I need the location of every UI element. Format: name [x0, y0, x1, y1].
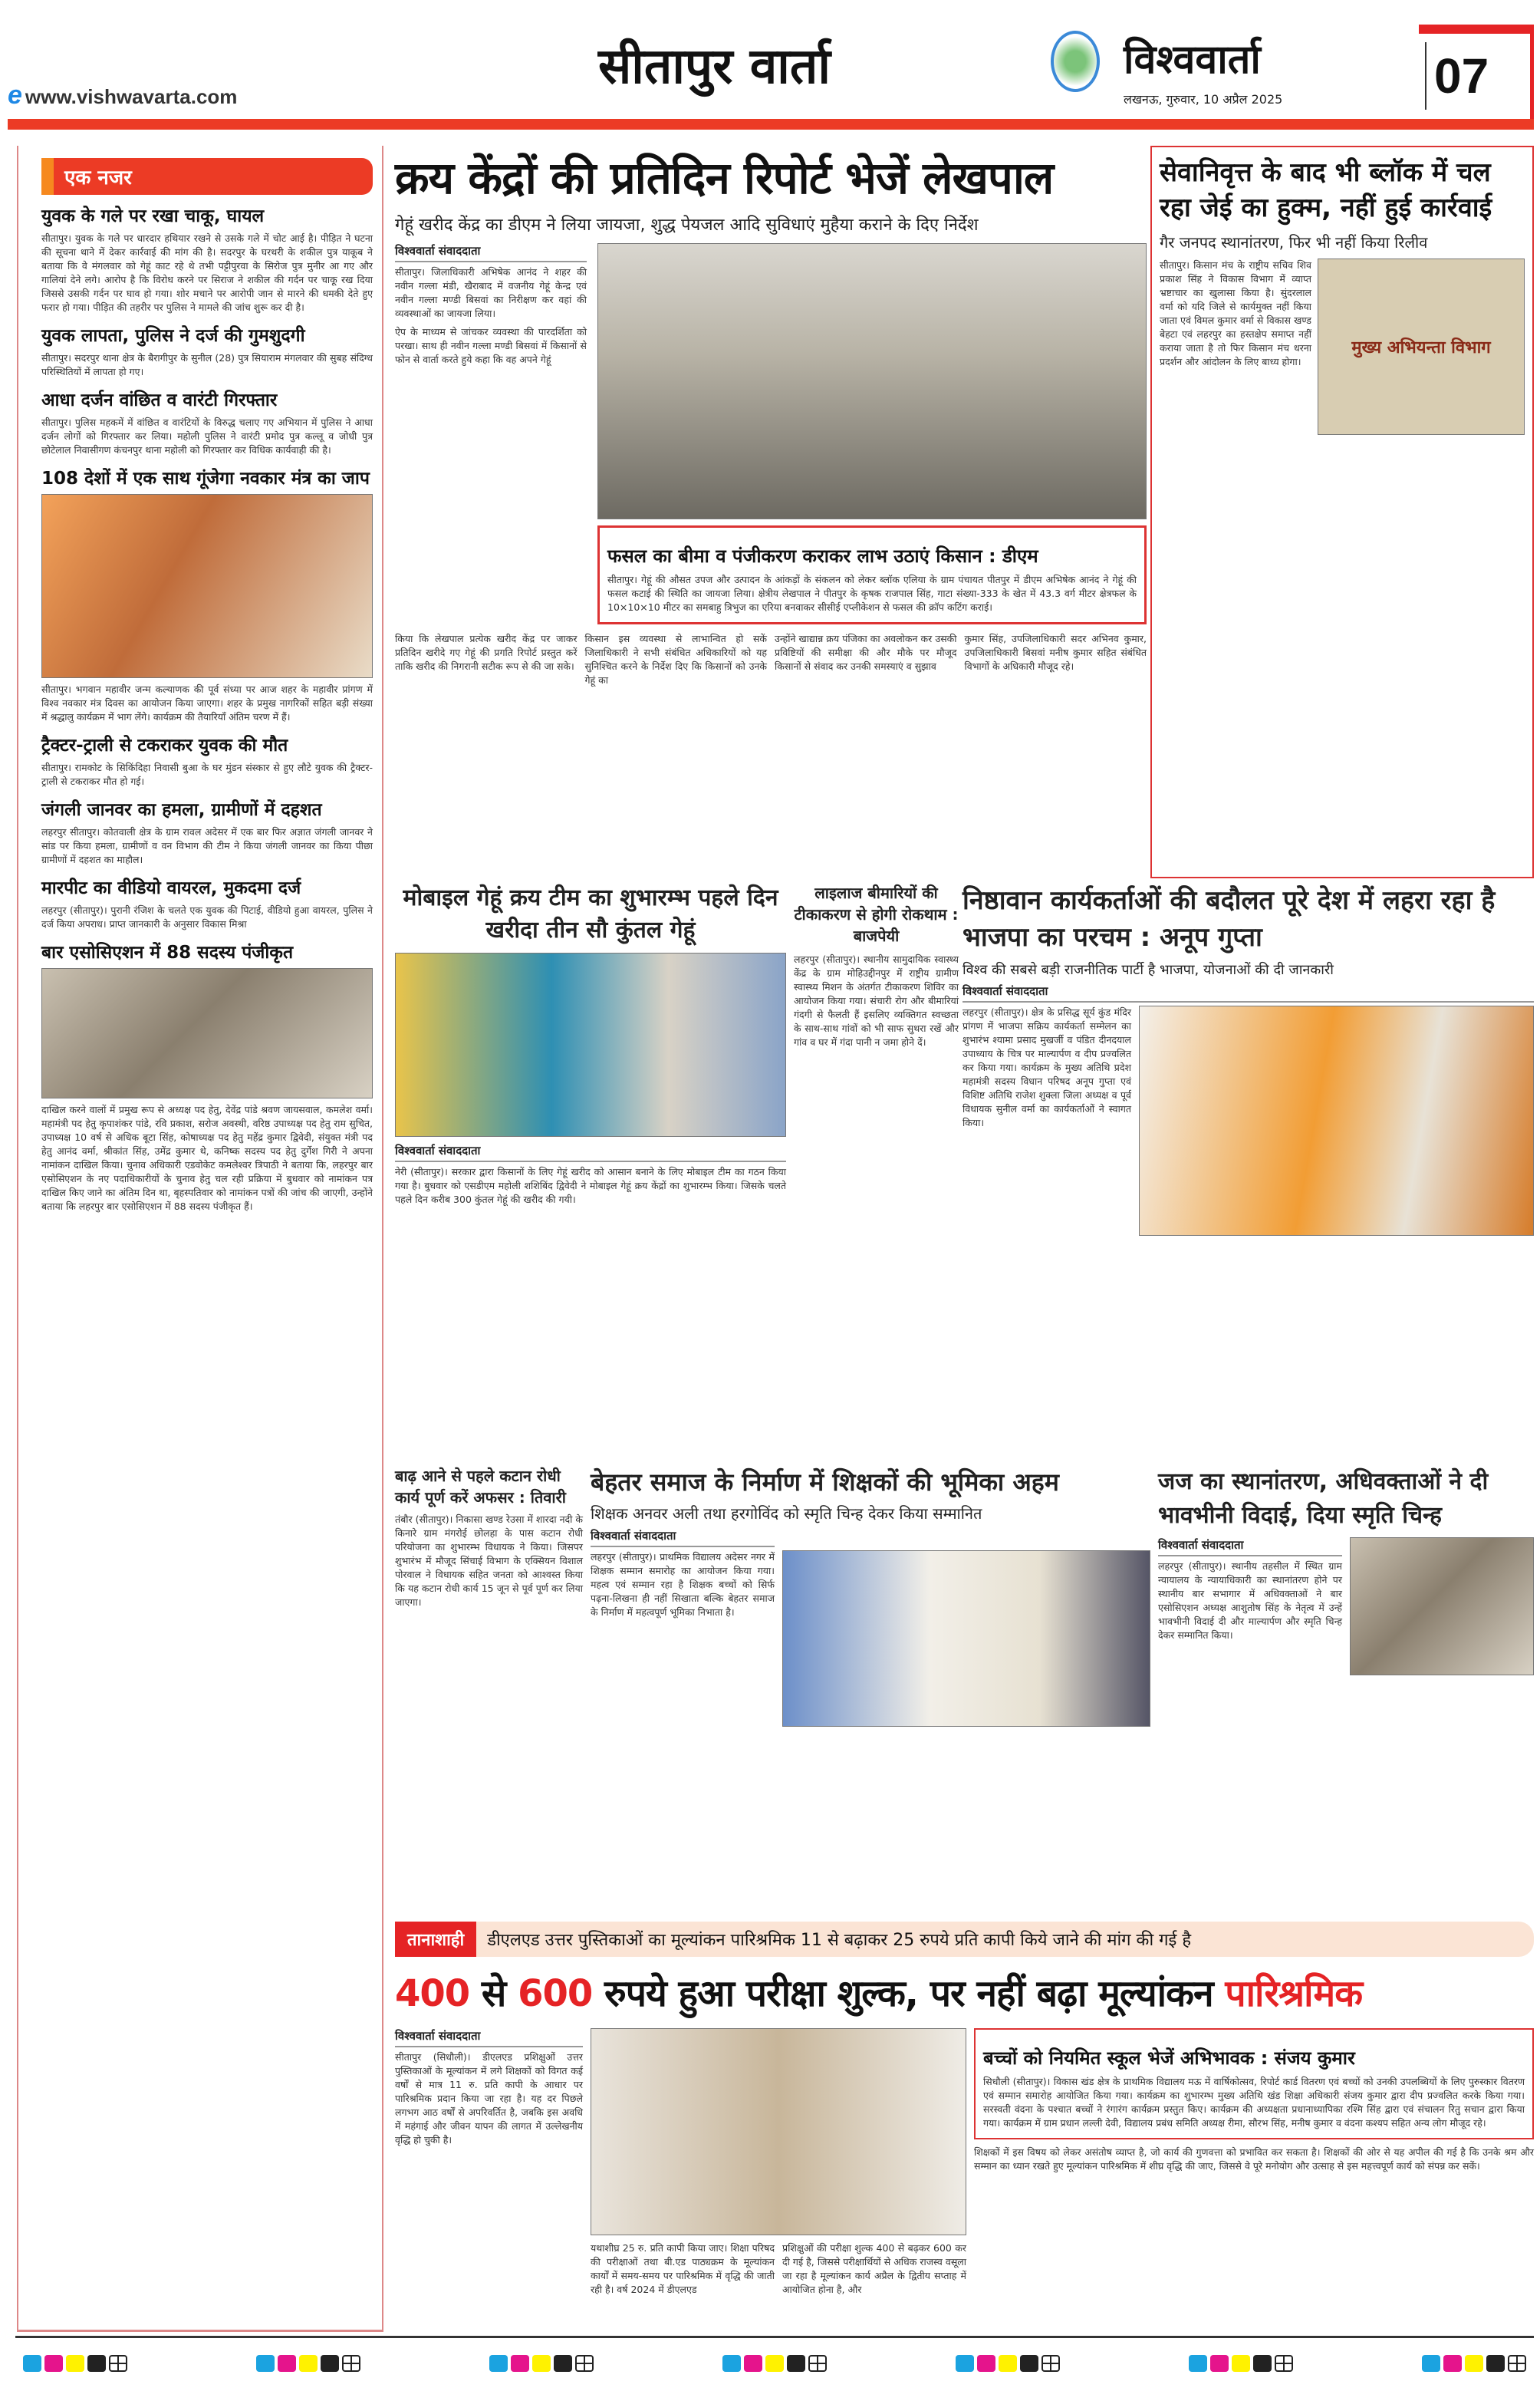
color-swatch — [1210, 2355, 1229, 2372]
body-text: सीतापुर। किसान मंच के राष्ट्रीय सचिव शिव प्रकाश सिंह ने विकास विभाग में व्याप्त भ्रष्टाचार का खुलासा किया है। सुंदरलाल वर्मा को यदि जिले से कार्यमुक्त नहीं किया जाता एवं विमल कुमार वर्मा से विकास खण्ड बेहटा एवं लहरपुर का हस्तक्षेप समाप्त नहीं कराया जाता है तो फिर किसान मंच धरना प्रदर्शन और आंदोलन के लिए बाध्य होगा। — [1160, 259, 1311, 367]
body-text: कुमार सिंह, उपजिलाधिकारी सदर अभिनव कुमार, उपजिलाधिकारी बिसवां मनीष कुमार सहित संबंधित विभागों के अधिकारी मौजूद रहे। — [964, 633, 1147, 672]
lead-headline: क्रय केंद्रों की प्रतिदिन रिपोर्ट भेजें लेखपाल — [395, 152, 1054, 204]
body-text: लहरपुर (सीतापुर)। पुरानी रंजिश के चलते एक युवक की पिटाई, वीडियो हुआ वायरल, पुलिस ने दर्ज किया अपराध। प्राप्त जानकारी के अनुसार विकास मिश्रा — [41, 904, 373, 930]
body-text: तंबौर (सीतापुर)। निकासा खण्ड रेउसा में शारदा नदी के किनारे ग्राम मंगरोई छोलहा के पास कटान रोधी परियोजना का शुभारम्भ विधायक ने किया। जिसपर शुभारंभ में मौजूद सिंचाई विभाग के एक्सियन विशाल पोरवाल ने विधायक सहित जनता को आश्वस्त किया कि यह कटान रोधी कार्य 15 जून से पूर्व पूर्ण कर लिया जाएगा। — [395, 1513, 583, 1608]
subhead: विश्व की सबसे बड़ी राजनीतिक पार्टी है भाजपा, योजनाओं की दी जानकारी — [962, 962, 1334, 978]
headline: बार एसोसिएशन में 88 सदस्य पंजीकृत — [41, 943, 294, 963]
crosshair-icon — [1275, 2355, 1293, 2372]
color-swatch — [1465, 2355, 1483, 2372]
body-text: प्रशिक्षुओं की परीक्षा शुल्क 400 से बढ़कर 600 कर दी गई है, जिससे परीक्षार्थियों से अधिक राजस्व वसूला जा रहा है मूल्यांकन कार्य अप्रैल के द्वितीय सप्ताह में आयोजित होना है, और — [782, 2242, 966, 2295]
photo-bjp-felicitation — [1139, 1006, 1534, 1236]
dateline: लखनऊ, गुरुवार, 10 अप्रैल 2025 — [1124, 92, 1283, 107]
body-text: किसान इस व्यवस्था से लाभान्वित हो सकें जिलाधिकारी ने सभी संबंधित अधिकारियों को यह सुनिश्चित करने के निर्देश दिए कि किसानों को उनके गेहूं का — [584, 633, 767, 686]
color-swatch — [511, 2355, 529, 2372]
color-swatch — [787, 2355, 805, 2372]
body-text: ऐप के माध्यम से जांचकर व्यवस्था की पारदर्शिता को परखा। साथ ही नवीन गल्ला मण्डी बिसवां में किसानों से फोन से वार्ता करते हुये कहा कि वह अपने गेहूं — [395, 326, 587, 365]
lead-subhead: गेहूं खरीद केंद्र का डीएम ने लिया जायजा, शुद्ध पेयजल आदि सुविधाएं मुहैया कराने के दिए निर्देश — [395, 216, 979, 235]
body-text: सीतापुर। युवक के गले पर धारदार हथियार रखने से उसके गले में चोट आई है। पीड़ित ने घटना की सूचना थाने में देकर कार्रवाई की मांग की है। सदरपुर के घरथरी के शकील पुत्र याकूब ने बताया कि वे मंगलवार को गेहूं काट रहे थे तभी पट्टीपुरवा के सिरोज पुत्र मुनीर आ गए और गालियां देने लगे। आरोप है कि विरोध करने पर सिराज ने शकील की गर्दन पर चाकू रख दिया जिससे उसकी गर्दन पर घाव हो गया। शोर मचाने पर आरोपी जान से मारने की धमकी देते हुए फरार हो गया। पीड़ित की तहरीर पर पुलिस ने मामले की जांच शुरू कर दी है। — [41, 232, 373, 313]
body-text: लहरपुर (सीतापुर)। प्राथमिक विद्यालय अदेसर नगर में शिक्षक सम्मान समारोह का आयोजन किया गया। महत्व एवं सम्मान रहा है शिक्षक बच्चों को सिर्फ पढ़ना-लिखना ही नहीं सिखाता बल्कि बेहतर समाज के निर्माण में महत्वपूर्ण भूमिका निभाता है। — [591, 1551, 775, 1618]
brief-3 — [41, 387, 373, 457]
color-swatch — [977, 2355, 995, 2372]
headline: निष्ठावान कार्यकर्ताओं की बदौलत पूरे देश में लहरा रहा है भाजपा का परचम : अनूप गुप्ता — [962, 885, 1496, 953]
photo-board-text: मुख्य अभियन्ता विभाग — [1351, 338, 1491, 357]
color-swatch — [1232, 2355, 1250, 2372]
color-swatch — [1443, 2355, 1462, 2372]
color-swatch — [1020, 2355, 1038, 2372]
body-text: सीतापुर। जिलाधिकारी अभिषेक आनंद ने शहर की नवीन गल्ला मंडी, खैराबाद में वजनीय गेहूं केन्द्र एवं नवीन गल्ला मण्डी बिसवां का निरीक्षण कर वहां की व्यवस्थाओं का जायजा लिया। — [395, 266, 587, 319]
color-swatch — [44, 2355, 63, 2372]
brand-name: विश्ववार्ता — [1124, 37, 1261, 83]
color-registration-strip — [722, 2355, 827, 2372]
subhead: शिक्षक अनवर अली तथा हरगोविंद को स्मृति चिन्ह देकर किया सम्मानित — [591, 1504, 982, 1523]
headline-part: 400 — [395, 1972, 470, 2015]
right-top-story — [1150, 146, 1534, 878]
color-swatch — [489, 2355, 508, 2372]
body-text: उन्होंने खाद्यान्न क्रय पंजिका का अवलोकन कर उसकी प्रविष्टियों की समीक्षा की और मौके पर मौजूद किसानों से संवाद कर उनकी समस्याएं व सुझाव — [775, 633, 957, 672]
footer-rule — [15, 2336, 1534, 2338]
body-text: सीतापुर। भगवान महावीर जन्म कल्याणक की पूर्व संध्या पर आज शहर के महावीर प्रांगण में विश्व नवकार मंत्र दिवस का आयोजन किया जाएगा। शहर के प्रमुख नागरिकों सहित बड़ी संख्या में श्रद्धालु कार्यक्रम में भाग लेंगे। कार्यक्रम की तैयारियाँ अंतिम चरण में हैं। — [41, 683, 373, 723]
headline: आधा दर्जन वांछित व वारंटी गिरफ्तार — [41, 390, 278, 410]
color-swatch — [1189, 2355, 1207, 2372]
page-number: 07 — [1434, 48, 1489, 104]
bottom-story — [395, 1922, 1534, 2297]
brief-4 — [41, 465, 373, 724]
site-url-text: www.vishwavarta.com — [25, 85, 238, 108]
brief-7 — [41, 874, 373, 931]
inset-body: सीतापुर। गेहूं की औसत उपज और उत्पादन के आंकड़ों के संकलन को लेकर ब्लॉक एलिया के ग्राम पंचायत पीतपुर में डीएम अभिषेक आनंद ने गेहूं की फसल कटाई की स्थिति का जायजा लिया। क्षेत्रीय लेखपाल ने पीतपुर के कृषक राजपाल सिंह, गाटा संख्या-333 के खेत में 43.3 वर्ग मीटर क्षेत्रफल के 10×10×10 मीटर का समबाहु त्रिभुज का एरिया बनवाकर सीसीई एप्लीकेशन से फसल की क्रॉप कटिंग कराई। — [607, 574, 1137, 613]
story-flood — [395, 1465, 583, 1609]
color-swatch — [87, 2355, 106, 2372]
site-url-link[interactable] — [8, 81, 237, 110]
bottom-headline — [395, 1968, 1534, 2017]
color-swatch — [722, 2355, 741, 2372]
crosshair-icon — [1041, 2355, 1060, 2372]
headline: बेहतर समाज के निर्माण में शिक्षकों की भूमिका अहम — [591, 1467, 1059, 1497]
byline: विश्ववार्ता संवाददाता — [395, 243, 587, 262]
crosshair-icon — [1508, 2355, 1526, 2372]
headline-part: से — [469, 1972, 518, 2015]
headline: जंगली जानवर का हमला, ग्रामीणों में दहशत — [41, 800, 322, 820]
header-rule — [8, 119, 1534, 130]
body-text: सीतापुर (सिधौली)। डीएलएड प्रशिक्षुओं उत्तर पुस्तिकाओं के मूल्यांकन में लगे शिक्षकों को विगत कई वर्षों से मात्र 11 रु. प्रति कापी के आधार पर पारिश्रमिक प्रदान किया जा रहा है। यह दर पिछले लगभग आठ वर्षों से अपरिवर्तित है, जबकि इस अवधि में महंगाई और जीवन यापन की लागत में उल्लेखनीय वृद्धि हो चुकी है। — [395, 2051, 583, 2146]
page-number-divider — [1425, 42, 1426, 110]
color-registration-strip — [256, 2355, 360, 2372]
strap-row — [395, 1922, 1534, 1957]
photo-judge-farewell — [1350, 1537, 1534, 1675]
byline: विश्ववार्ता संवाददाता — [395, 1143, 786, 1162]
tag-label: तानाशाही — [395, 1922, 476, 1957]
crosshair-icon — [575, 2355, 594, 2372]
brief-1 — [41, 203, 373, 315]
color-swatch — [744, 2355, 762, 2372]
headline-part: पारिश्रमिक — [1225, 1972, 1363, 2015]
headline: 108 देशों में एक साथ गूंजेगा नवकार मंत्र का जाप — [41, 469, 370, 489]
headline: बाढ़ आने से पहले कटान रोधी कार्य पूर्ण करें अफसर : तिवारी — [395, 1467, 566, 1507]
color-registration-strip — [23, 2355, 127, 2372]
color-swatch — [321, 2355, 339, 2372]
lead-story — [395, 146, 1147, 687]
crosshair-icon — [342, 2355, 360, 2372]
headline: ट्रैक्टर-ट्राली से टकराकर युवक की मौत — [41, 736, 288, 756]
body-text: दाखिल करने वालों में प्रमुख रूप से अध्यक्ष पद हेतु, देवेंद्र पांडे श्रवण जायसवाल, कमलेश वर्मा। महामंत्री पद हेतु कृपाशंकर पांडे, रवि प्रकाश, सरोज अवस्थी, वरिष्ठ उपाध्यक्ष पद हेतु राम सुचित, उपाध्यक्ष 10 वर्ष से अधिक बूटा सिंह, कोषाध्यक्ष पद हेतु महेंद्र कुमार द्विवेदी, संयुक्त मंत्री पद हेतु आनंद वर्मा, श्रीकांत सिंह, उमेंद्र कुमार थे, कनिष्क सदस्य पद हेतु दुर्गेश गिरी ने अपना नामांकन दाखिल किया। चुनाव अधिकारी एडवोकेट कमलेश्वर त्रिपाठी ने बताया कि, लहरपुर बार एसोसिएशन के नए पदाधिकारीयों के चुनाव हेतु चल रही प्रक्रिया में बुधवार को नामांकन पत्र दाखिल किए जाने का अंतिम दिन था, बृहस्पतिवार को नामांकन पत्रों की जांच की जाएगी, उन्होंने बताया कि लहरपुर बार एसोसिएशन में 88 सदस्य पंजीकृत हैं। — [41, 1104, 373, 1212]
photo-teacher-honour — [782, 1550, 1150, 1727]
color-swatch — [554, 2355, 572, 2372]
headline: युवक लापता, पुलिस ने दर्ज की गुमशुदगी — [41, 326, 305, 346]
headline: मोबाइल गेहूं क्रय टीम का शुभारम्भ पहले दिन खरीदा तीन सौ कुंतल गेहूं — [403, 884, 778, 944]
photo-memorandum — [591, 2028, 966, 2235]
headline: युवक के गले पर रखा चाकू, घायल — [41, 206, 265, 226]
story-teachers — [591, 1465, 1150, 1727]
headline: लाइलाज बीमारियों की टीकाकरण से होगी रोकथाम : बाजपेयी — [794, 884, 959, 945]
color-registration-strip — [1422, 2355, 1526, 2372]
headline: सेवानिवृत्त के बाद भी ब्लॉक में चल रहा जेई का हुक्म, नहीं हुई कार्रवाई — [1160, 157, 1492, 223]
color-registration-strip — [489, 2355, 594, 2372]
headline: मारपीट का वीडियो वायरल, मुकदमा दर्ज — [41, 878, 301, 898]
color-swatch — [1422, 2355, 1440, 2372]
inset-headline: फसल का बीमा व पंजीकरण कराकर लाभ उठाएं किसान : डीएम — [607, 545, 1038, 567]
byline: विश्ववार्ता संवाददाता — [395, 2028, 583, 2047]
subhead: गैर जनपद स्थानांतरण, फिर भी नहीं किया रिलीव — [1160, 233, 1428, 252]
color-swatch — [299, 2355, 318, 2372]
story-bjp — [962, 882, 1534, 1236]
brand-logo-icon — [1051, 31, 1100, 92]
photo-bar-association — [41, 968, 373, 1098]
byline: विश्ववार्ता संवाददाता — [1158, 1537, 1342, 1556]
left-column — [17, 146, 383, 2332]
school-headline: बच्चों को नियमित स्कूल भेजें अभिभावक : संजय कुमार — [983, 2047, 1355, 2069]
color-swatch — [1486, 2355, 1505, 2372]
body-text: सीतापुर। पुलिस महकमें में वांछित व वारंटियों के विरुद्ध चलाए गए अभियान में पुलिस ने आधा दर्जन लोगों को गिरफ्तार कर लिया। महोली पुलिस ने वारंटी प्रमोद पुत्र कल्लू व जोधी पुत्र छोटेलाल निवासीगण कंचनपुर थाना महोली को गिरफ्तार कर विधिक कार्यवाही की है। — [41, 417, 373, 456]
body-text: नेरी (सीतापुर)। सरकार द्वारा किसानों के लिए गेहूं खरीद को आसान बनाने के लिए मोबाइल टीम का गठन किया गया है। बुधवार को एसडीएम महोली शशिबिंद द्विवेदी ने मोबाइल गेहूं क्रय केंद्रों का शुभारम्भ किया। जिसके चलते पहले दिन करीब 300 कुंतल गेहूं की खरीद की गयी। — [395, 1166, 786, 1205]
story-mobile-wheat — [395, 882, 786, 1207]
brief-5 — [41, 732, 373, 789]
photo-dm-inspection — [597, 243, 1147, 519]
body-text: लहरपुर सीतापुर। कोतवाली क्षेत्र के ग्राम रावल अदेसर में एक बार फिर अज्ञात जंगली जानवर ने सांड पर किया हमला, ग्रामीणों व वन विभाग की टीम ने किया जंगली जानवर का किया पीछा ग्रामीणों में दहशत का माहौल। — [41, 826, 373, 865]
body-text: सीतापुर। सदरपुर थाना क्षेत्र के बैरागीपुर के सुनील (28) पुत्र सियाराम मंगलवार की सुबह संदिग्ध परिस्थितियों में लापता हो गए। — [41, 352, 373, 377]
brief-8 — [41, 939, 373, 1214]
byline: विश्ववार्ता संवाददाता — [591, 1528, 775, 1547]
lead-body-columns — [395, 632, 1147, 687]
headline: जज का स्थानांतरण, अधिवक्ताओं ने दी भावभीनी विदाई, दिया स्मृति चिन्ह — [1158, 1468, 1489, 1529]
body-text: लहरपुर (सीतापुर)। क्षेत्र के प्रसिद्ध सूर्य कुंड मंदिर प्रांगण में भाजपा सक्रिय कार्यकर्ता सम्मेलन का शुभारंभ श्यामा प्रसाद मुखर्जी व पंडित दीनदयाल उपाध्याय के चित्र पर माल्यार्पण व दीप प्रज्वलित कर किया गया। कार्यक्रम के मुख्य अतिथि प्रदेश महामंत्री सदस्य विधान परिषद अनूप गुप्ता एवं विशिष्ट अतिथि राजेश शुक्ला जिला अध्यक्ष व पूर्व विधायक सुनील वर्मा का कार्यकर्ताओं ने स्वागत किया। — [962, 1006, 1131, 1128]
color-swatch — [532, 2355, 551, 2372]
color-swatch — [956, 2355, 974, 2372]
browser-e-icon: e — [8, 81, 22, 110]
section-title: सीतापुर वार्ता — [598, 38, 831, 95]
registration-marks — [23, 2355, 1526, 2372]
body-text: किया कि लेखपाल प्रत्येक खरीद केंद्र पर जाकर प्रतिदिन खरीदे गए गेहूं की प्रगति रिपोर्ट प्रस्तुत करें ताकि खरीद की निगरानी सटीक रूप से की जा सके। — [395, 633, 578, 672]
body-text: लहरपुर (सीतापुर)। स्थानीय सामुदायिक स्वास्थ्य केंद्र के ग्राम मोहिउद्दीनपुर में राष्ट्रीय ग्रामीण स्वास्थ्य मिशन के अंतर्गत टीकाकरण शिविर का आयोजन किया गया। संचारी रोग और बीमारियां गंदगी से फैलती हैं इसलिए व्यक्तिगत स्वच्छता के साथ-साथ गांवों को भी साफ सुथरा रखें और गांव व घर में गंदा पानी न जमा होने दें। — [794, 953, 959, 1048]
photo-wheat-team — [395, 953, 786, 1137]
crosshair-icon — [109, 2355, 127, 2372]
school-body: सिधौली (सीतापुर)। विकास खंड क्षेत्र के प्राथमिक विद्यालय मऊ में वार्षिकोत्सव, रिपोर्ट कार्ड वितरण एवं बच्चों को उनकी उपलब्धियों के लिए पुरुस्कार वितरण एवं सम्मान समारोह आयोजित किया गया। कार्यक्रम का शुभारम्भ मुख्य अतिथि खंड शिक्षा अधिकारी संजय कुमार द्वारा दीप प्रज्वलित करके किया गया। सरस्वती वंदना के पश्चात बच्चों ने रंगारंग कार्यक्रम प्रस्तुत किए। कार्यक्रम की अध्यक्षता प्रधानाध्यापिका रश्मि सिंह द्वारा एवं संचालन रितु सचान द्वारा किया गया। कार्यक्रम में ग्राम प्रधान लल्ली देवी, विद्यालय प्रबंध समिति अध्यक्ष रीमा, सौरभ सिंह, मनीष कुमार व वंदना कश्यप सहित अन्य लोग मौजूद रहे। — [983, 2076, 1525, 2129]
body-text: लहरपुर (सीतापुर)। स्थानीय तहसील में स्थित ग्राम न्यायालय के न्यायाधिकारी का स्थानांतरण होने पर स्थानीय बार सभागार में अधिवक्ताओं ने बार एसोसिएशन अध्यक्ष आशुतोष सिंह के नेतृत्व में उन्हें भावभीनी विदाई दी और माल्यार्पण और स्मृति चिन्ह देकर सम्मानित किया। — [1158, 1560, 1342, 1641]
color-registration-strip — [1189, 2355, 1293, 2372]
photo-office-board — [1318, 259, 1525, 435]
color-swatch — [23, 2355, 41, 2372]
headline-part: 600 — [518, 1972, 593, 2015]
color-swatch — [278, 2355, 296, 2372]
strap-text: डीएलएड उत्तर पुस्तिकाओं का मूल्यांकन पारिश्रमिक 11 से बढ़ाकर 25 रुपये प्रति कापी किये जाने की मांग की गई है — [476, 1922, 1534, 1957]
body-text: शिक्षकों में इस विषय को लेकर असंतोष व्याप्त है, जो कार्य की गुणवत्ता को प्रभावित कर सकता है। शिक्षकों की ओर से यह अपील की गई है कि उनके श्रम और सम्मान का ध्यान रखते हुए मूल्यांकन पारिश्रमिक में शीघ्र वृद्धि की जाए, जिससे वे पूरे मनोयोग और उत्साह से इस महत्त्वपूर्ण कार्य को संपन्न कर सकें। — [974, 2146, 1534, 2172]
color-swatch — [765, 2355, 784, 2372]
photo-navkar-event — [41, 494, 373, 678]
color-registration-strip — [956, 2355, 1060, 2372]
byline: विश्ववार्ता संवाददाता — [962, 983, 1534, 1003]
school-box — [974, 2028, 1534, 2139]
crosshair-icon — [808, 2355, 827, 2372]
brief-2 — [41, 322, 373, 379]
color-swatch — [66, 2355, 84, 2372]
story-vaccination — [794, 882, 959, 1049]
body-text: सीतापुर। रामकोट के सिकिंदिहा निवासी बुआ के घर मुंडन संस्कार से हुए लौटे युवक की ट्रैक्टर-ट्राली से टकराकर मौत हो गई। — [41, 762, 373, 787]
color-swatch — [1253, 2355, 1272, 2372]
body-text: यथाशीघ्र 25 रु. प्रति कापी किया जाए। शिक्षा परिषद की परीक्षाओं तथा बी.एड पाठ्यक्रम के मूल्यांकन कार्यों में समय-समय पर पारिश्रमिक में वृद्धि की जाती रही है। वर्ष 2024 में डीएलएड — [591, 2242, 775, 2295]
brief-6 — [41, 796, 373, 867]
headline-part: रुपये हुआ परीक्षा शुल्क, पर नहीं बढ़ा मूल्यांकन — [592, 1972, 1226, 2015]
color-swatch — [256, 2355, 275, 2372]
inset-story — [597, 525, 1147, 624]
section-label: एक नजर — [41, 158, 373, 195]
story-judge — [1158, 1465, 1534, 1675]
color-swatch — [999, 2355, 1017, 2372]
masthead — [0, 0, 1540, 130]
